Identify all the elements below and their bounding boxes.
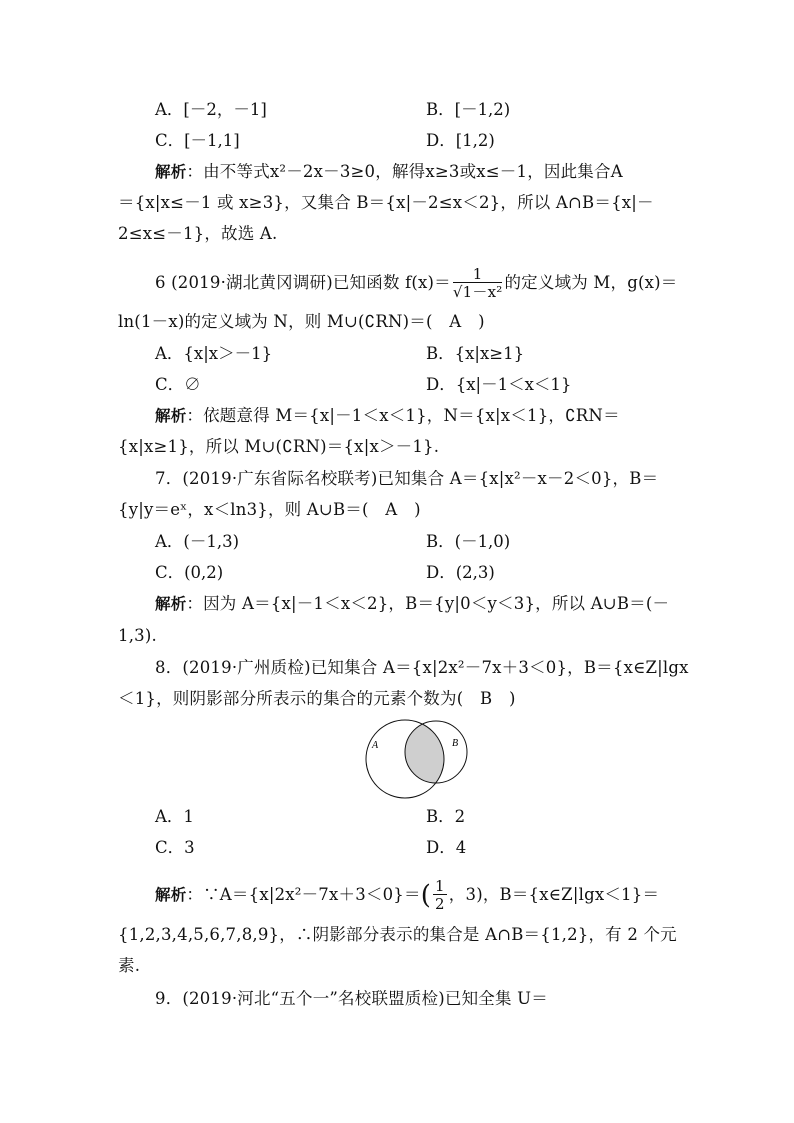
set-b-label: B <box>452 738 459 749</box>
q5-option-d: D．[1,2) <box>426 131 495 150</box>
q9-stem-line-1: 9．(2019·河北“五个一”名校联盟质检)已知全集 U＝ <box>155 989 548 1008</box>
q7-option-a: A．(－1,3) <box>155 532 240 551</box>
q5-option-a: A．[－2，－1] <box>155 100 267 119</box>
q8-solution-line-3: 素. <box>118 956 141 975</box>
q6-option-a: A．{x|x＞－1} <box>155 344 273 363</box>
q6-stem-line-1: 6 (2019·湖北黄冈调研)已知函数 f(x)＝ $\frac{1}{\text{√1－x²}}$ 的定义域为 M，g(x)＝ <box>155 265 678 301</box>
q6-solution-line-1: 解析：依题意得 M＝{x|－1＜x＜1}，N＝{x|x＜1}，∁RN＝ <box>155 406 620 425</box>
q5-solution-line-1: 解析：由不等式x²－2x－3≥0，解得x≥3或x≤－1，因此集合A <box>155 162 623 181</box>
q8-option-d: D．4 <box>426 838 467 857</box>
solution-label: 解析 <box>155 407 187 425</box>
q5-solution-line-3: 2≤x≤－1}，故选 A. <box>118 224 278 243</box>
q8-stem-line-2: ＜1}，则阴影部分所表示的集合的元素个数为( B ) <box>118 689 516 708</box>
q5-option-c: C．[－1,1] <box>155 131 240 150</box>
q7-solution-line-1: 解析：因为 A＝{x|－1＜x＜2}，B＝{y|0＜y＜3}，所以 A∪B＝(－ <box>155 594 670 613</box>
q6-option-c: C．∅ <box>155 375 201 394</box>
q7-stem-line-1: 7．(2019·广东省际名校联考)已知集合 A＝{x|x²－x－2＜0}，B＝ <box>155 469 659 488</box>
open-paren: ( <box>420 880 432 911</box>
q6-option-d: D．{x|－1＜x＜1} <box>426 375 572 394</box>
q7-option-c: C．(0,2) <box>155 563 224 582</box>
q6-solution-line-2: {x|x≥1}，所以 M∪(∁RN)＝{x|x＞－1}. <box>118 437 440 456</box>
solution-label: 解析 <box>155 886 187 904</box>
q8-option-c: C．3 <box>155 838 195 857</box>
q8-solution-line-1: 解析：∵A＝{x|2x²－7x＋3＜0}＝( $\frac{1}{2}$ ，3)，B＝{x∈Z|lgx＜1}＝ <box>155 877 660 913</box>
q7-option-d: D．(2,3) <box>426 563 495 582</box>
venn-diagram <box>364 716 474 800</box>
q5-option-b: B．[－1,2) <box>426 100 511 119</box>
solution-label: 解析 <box>155 595 187 613</box>
q8-solution-line-2: {1,2,3,4,5,6,7,8,9}，∴阴影部分表示的集合是 A∩B＝{1,2}，有 2 个元 <box>118 925 677 944</box>
q8-option-a: A．1 <box>155 807 194 826</box>
q8-fraction: $\frac{1}{2}$ <box>435 877 445 913</box>
q6-stem-line-2: ln(1－x)的定义域为 N，则 M∪(∁RN)＝( A ) <box>118 312 485 331</box>
q7-solution-line-2: 1,3). <box>118 626 157 645</box>
solution-label: 解析 <box>155 163 187 181</box>
q6-fraction: $\frac{1}{\text{√1－x²}}$ <box>452 265 503 301</box>
q7-option-b: B．(－1,0) <box>426 532 511 551</box>
q7-stem-line-2: {y|y＝eˣ，x＜ln3}，则 A∪B＝( A ) <box>118 500 421 519</box>
q5-solution-line-2: ＝{x|x≤－1 或 x≥3}，又集合 B＝{x|－2≤x＜2}，所以 A∩B＝{x|－ <box>118 193 654 212</box>
q8-option-b: B．2 <box>426 807 466 826</box>
q6-option-b: B．{x|x≥1} <box>426 344 525 363</box>
set-a-label: A <box>372 740 379 751</box>
q8-stem-line-1: 8．(2019·广州质检)已知集合 A＝{x|2x²－7x＋3＜0}，B＝{x∈Z|lgx <box>155 658 689 677</box>
